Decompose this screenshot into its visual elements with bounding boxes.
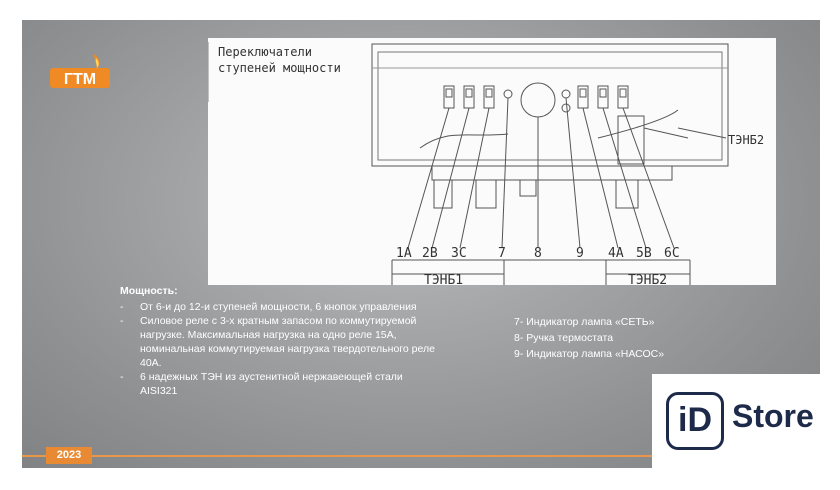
brand-logo-text: ГТМ [63,71,97,88]
power-bullet: - Силовое реле с 3-х кратным запасом по коммутируемой нагрузке. Максимальная нагрузка на одно реле 15А, номинальная коммутируемая нагрузка твердотельного реле 40А. [120,315,435,369]
diagram-callout: 6C [664,246,680,261]
power-bullet-text: От 6-и до 12-и ступеней мощности, 6 кнопок управления [140,301,417,313]
idstore-watermark [652,374,840,490]
diagram-callout: 3C [451,246,467,261]
diagram-caption-line1: Переключатели [218,45,312,59]
diagram-callout: 5B [636,246,652,261]
legend-item: 8- Ручка термостата [514,332,614,344]
power-section [120,284,440,398]
legend-item: 7- Индикатор лампа «СЕТЬ» [514,316,655,328]
diagram-callout: 8 [534,246,542,261]
diagram-group-left: ТЭНБ1 [424,273,464,285]
diagram-callout: 4A [608,246,624,261]
store-logo-text: Store [732,398,814,434]
year-badge: 2023 [46,447,92,464]
brand-logo [50,52,112,92]
power-bullet-text: 6 надежных ТЭН из аустенитной нержавеющей стали AISI321 [140,371,403,397]
diagram-callout: 2B [422,246,438,261]
diagram-side-label: ТЭНБ2 [728,133,765,147]
diagram-callout: 1A [396,246,412,261]
power-bullet: - 6 надежных ТЭН из аустенитной нержавеющей стали AISI321 [120,371,403,397]
id-logo-box [666,392,724,450]
diagram-caption-line2: ступеней мощности [218,61,341,75]
power-bullet: - От 6-и до 12-и ступеней мощности, 6 кнопок управления [120,301,417,313]
diagram-callout: 7 [498,246,506,261]
id-logo-text: iD [678,401,712,439]
schematic-diagram [208,38,776,285]
legend [514,314,664,362]
diagram-group-right: ТЭНБ2 [628,273,668,285]
power-bullet-text: Силовое реле с 3-х кратным запасом по коммутируемой нагрузке. Максимальная нагрузка на одно реле 15А, номинальная коммутируемая нагрузка твердотельного реле 40А. [140,315,435,369]
legend-item: 9- Индикатор лампа «НАСОС» [514,348,665,360]
diagram-callout: 9 [576,246,584,261]
power-title: Мощность: [120,285,178,297]
